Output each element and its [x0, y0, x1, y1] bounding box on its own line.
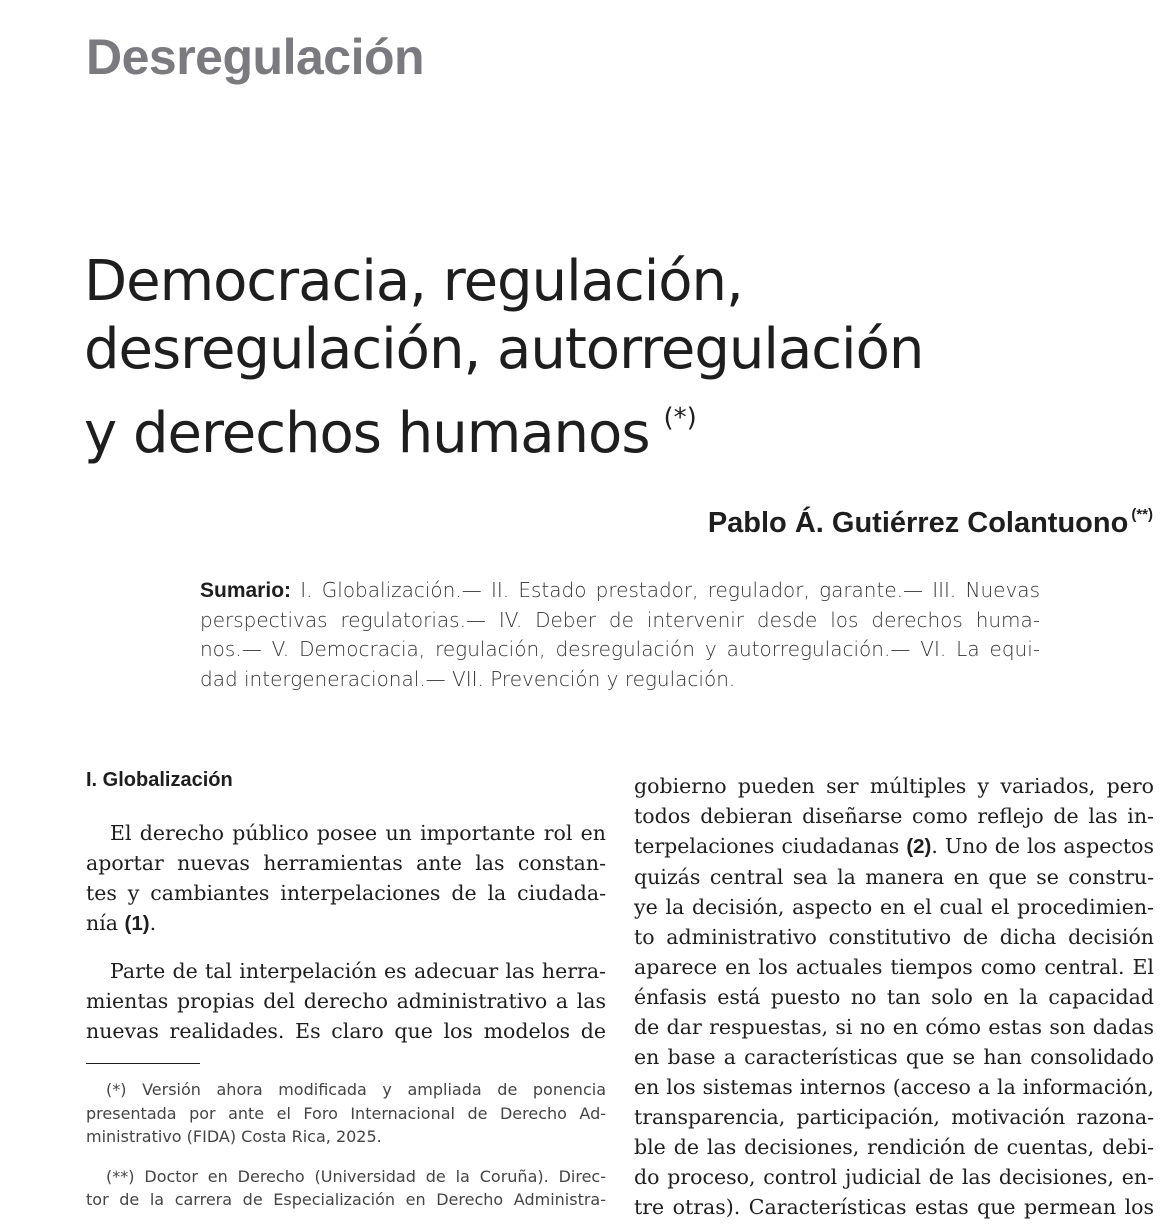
right-column-line: do proceso, control judicial de las decisiones, en-: [634, 1165, 1154, 1189]
right-column-line: en los sistemas internos (acceso a la información,: [634, 1075, 1154, 1099]
right-column-line: gobierno pueden ser múltiples y variados, pero: [634, 774, 1154, 798]
summary-heading: Sumario:: [200, 579, 292, 602]
summary-box: [200, 576, 1040, 694]
footnote-line: ministrativo (FIDA) Costa Rica, 2025.: [86, 1127, 382, 1146]
title-line-3-text: y derechos humanos: [84, 401, 650, 466]
right-column-line-3-end: . Uno de los aspectos: [931, 834, 1154, 858]
right-column-text: [634, 771, 1154, 1222]
paragraph-2-line: mientas propias del derecho administrativo a las: [86, 989, 606, 1013]
right-column-line: en base a características que se han consolidado: [634, 1045, 1154, 1069]
title-footnote-marker: (*): [663, 403, 697, 433]
right-column-line: ble de las decisiones, rendición de cuentas, debi-: [634, 1135, 1154, 1159]
section-label: Desregulación: [86, 29, 425, 85]
footnote-author: [86, 1165, 606, 1212]
paragraph-2: [86, 956, 606, 1046]
paragraph-1-last-text: nía: [86, 911, 125, 935]
right-column-line: tre otras). Características estas que permean los: [634, 1195, 1154, 1219]
paragraph-1-line: El derecho público posee un importante rol en: [110, 821, 606, 845]
paragraph-2-line: nuevas realidades. Es claro que los modelos de: [86, 1019, 606, 1043]
title-line-2: desregulación, autorregulación: [84, 317, 924, 382]
article-title: [84, 248, 1134, 468]
footnote-divider: [86, 1063, 200, 1064]
summary-line-2: perspectivas regulatorias.— IV. Deber de intervenir desde los derechos huma-: [200, 607, 1040, 632]
right-column-line-ref: [634, 831, 1154, 862]
author-name: Pablo Á. Gutiérrez Colantuono: [707, 507, 1129, 539]
author-byline: [708, 506, 1153, 540]
summary-line-1-text: I. Globalización.— II. Estado prestador, regulador, garante.— III. Nuevas: [300, 578, 1040, 602]
footnote-line: presentada por ante el Foro Internacional de Derecho Ad-: [86, 1103, 606, 1123]
footnote-line: (**) Doctor en Derecho (Universidad de la Coruña). Direc-: [106, 1166, 606, 1186]
right-column-line: transparencia, participación, motivación razona-: [634, 1105, 1154, 1129]
footnote-line: tor de la carrera de Especialización en Derecho Administra-: [86, 1190, 606, 1209]
right-column-line: quizás central sea la manera en que se constru-: [634, 865, 1154, 889]
paragraph-1-last-line: [86, 908, 606, 939]
section-heading: I. Globalización: [86, 769, 233, 791]
paragraph-1-line: tes y cambiantes interpelaciones de la ciudada-: [86, 881, 606, 905]
right-column-line: to administrativo constitutivo de dicha decisión: [634, 925, 1154, 949]
right-column-line: énfasis está puesto no tan solo en la capacidad: [634, 985, 1154, 1009]
paragraph-1-last-end: .: [149, 911, 157, 935]
footnote-title: [86, 1078, 606, 1149]
right-column-line-3-text: terpelaciones ciudadanas: [634, 834, 907, 858]
summary-line-1: [200, 576, 1040, 606]
paragraph-1: [86, 818, 606, 939]
right-column-line: ye la decisión, aspecto en el cual el procedimien-: [634, 895, 1154, 919]
title-line-1: Democracia, regulación,: [84, 249, 743, 314]
summary-line-4: dad intergeneracional.— VII. Prevención y regulación.: [200, 666, 736, 691]
title-line-3: [84, 384, 1134, 468]
footnote-ref-2[interactable]: (2): [906, 835, 932, 858]
right-column-line: aparece en los actuales tiempos como central. El: [634, 955, 1154, 979]
footnote-line: (*) Versión ahora modificada y ampliada de ponencia: [106, 1080, 606, 1099]
author-footnote-marker: (**): [1131, 506, 1153, 523]
paragraph-1-line: aportar nuevas herramientas ante las constan-: [86, 851, 606, 875]
paragraph-2-line: Parte de tal interpelación es adecuar las herra-: [110, 959, 606, 983]
summary-line-3: nos.— V. Democracia, regulación, desregulación y autorregulación.— VI. La equi-: [200, 637, 1040, 661]
footnotes: [86, 1078, 606, 1228]
footnote-ref-1[interactable]: (1): [124, 912, 150, 935]
right-column-line: todos debieran diseñarse como reflejo de las in-: [634, 804, 1154, 828]
right-column-line: de dar respuestas, si no en cómo estas son dadas: [634, 1015, 1154, 1039]
